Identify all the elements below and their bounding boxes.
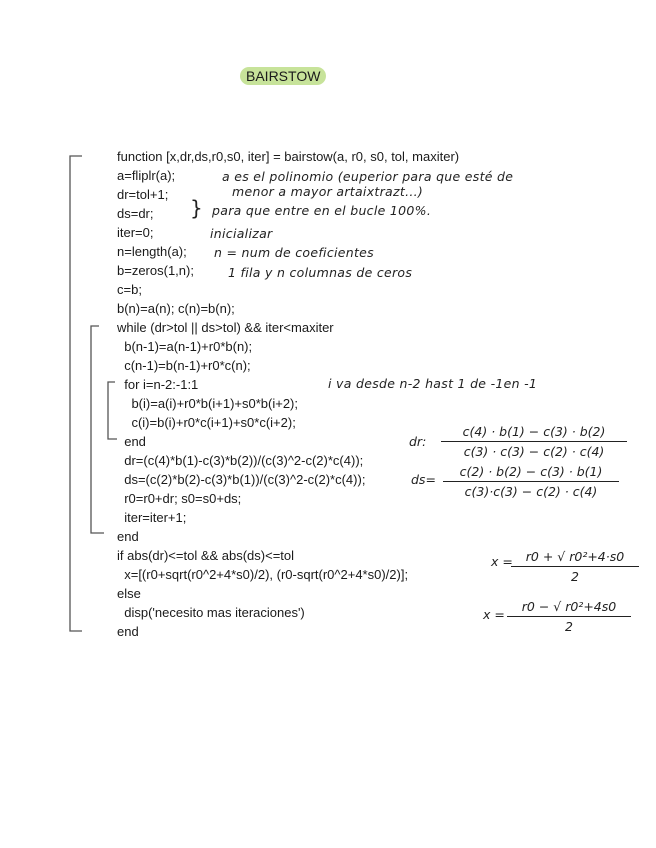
code-line: c(i)=b(i)+r0*c(i+1)+s0*c(i+2); bbox=[117, 415, 296, 430]
code-line: dr=(c(4)*b(1)-c(3)*b(2))/(c(3)^2-c(2)*c(4)); bbox=[117, 453, 364, 468]
code-line: iter=0; bbox=[117, 225, 154, 240]
code-line: ds=(c(2)*b(2)-c(3)*b(1))/(c(3)^2-c(2)*c(4)); bbox=[117, 472, 366, 487]
code-line: c(n-1)=b(n-1)+r0*c(n); bbox=[117, 358, 251, 373]
code-line: for i=n-2:-1:1 bbox=[117, 377, 199, 392]
for-bracket bbox=[108, 382, 117, 439]
code-line: b(n-1)=a(n-1)+r0*b(n); bbox=[117, 339, 253, 354]
note-n: n = num de coeficientes bbox=[214, 245, 374, 260]
page-title: BAIRSTOW bbox=[240, 67, 326, 85]
ds-numerator: c(2) · b(2) − c(3) · b(1) bbox=[443, 464, 619, 482]
code-line: n=length(a); bbox=[117, 244, 187, 259]
code-line: iter=iter+1; bbox=[117, 510, 187, 525]
code-line: end bbox=[117, 624, 139, 639]
code-line: end bbox=[117, 529, 139, 544]
code-line: else bbox=[117, 586, 141, 601]
code-line: b(i)=a(i)+r0*b(i+1)+s0*b(i+2); bbox=[117, 396, 298, 411]
code-line: b(n)=a(n); c(n)=b(n); bbox=[117, 301, 235, 316]
ds-formula bbox=[443, 464, 619, 499]
code-line: b=zeros(1,n); bbox=[117, 263, 194, 278]
code-line: while (dr>tol || ds>tol) && iter<maxiter bbox=[117, 320, 334, 335]
x2-denominator: 2 bbox=[565, 619, 573, 634]
ds-formula-label: ds= bbox=[411, 472, 436, 487]
x2-formula bbox=[507, 599, 631, 634]
x1-formula-label: x = bbox=[491, 554, 513, 569]
note-iter: inicializar bbox=[210, 226, 273, 241]
x1-denominator: 2 bbox=[571, 569, 579, 584]
function-bracket bbox=[70, 156, 82, 631]
dr-denominator: c(3) · c(3) − c(2) · c(4) bbox=[463, 444, 605, 459]
dr-formula bbox=[441, 424, 627, 459]
code-line: disp('necesito mas iteraciones') bbox=[117, 605, 305, 620]
ds-denominator: c(3)·c(3) − c(2) · c(4) bbox=[464, 484, 598, 499]
code-line: c=b; bbox=[117, 282, 142, 297]
code-line: function [x,dr,ds,r0,s0, iter] = bairstow(a, r0, s0, tol, maxiter) bbox=[117, 149, 460, 164]
x2-formula-label: x = bbox=[483, 607, 505, 622]
code-line: a=fliplr(a); bbox=[117, 168, 176, 183]
note-brace: } bbox=[190, 196, 203, 220]
x1-formula bbox=[511, 549, 639, 584]
code-line: if abs(dr)<=tol && abs(ds)<=tol bbox=[117, 548, 295, 563]
dr-formula-label: dr: bbox=[409, 434, 427, 449]
x2-numerator: r0 − √ r0²+4s0 bbox=[507, 599, 631, 617]
dr-numerator: c(4) · b(1) − c(3) · b(2) bbox=[441, 424, 627, 442]
note-bucle: para que entre en el bucle 100%. bbox=[212, 203, 432, 218]
code-line: r0=r0+dr; s0=s0+ds; bbox=[117, 491, 242, 506]
while-bracket bbox=[91, 326, 104, 533]
note-fliplr-line1: a es el polinomio (euperior para que esté de bbox=[222, 169, 514, 184]
x1-numerator: r0 + √ r0²+4·s0 bbox=[511, 549, 639, 567]
note-loop: i va desde n-2 hast 1 de -1en -1 bbox=[328, 376, 538, 391]
note-zeros: 1 fila y n columnas de ceros bbox=[228, 265, 413, 280]
code-line: x=[(r0+sqrt(r0^2+4*s0)/2), (r0-sqrt(r0^2+4*s0)/2)]; bbox=[117, 567, 409, 582]
code-line: dr=tol+1; bbox=[117, 187, 169, 202]
note-fliplr-line2: menor a mayor artaixtrazt...) bbox=[232, 184, 424, 199]
code-line: end bbox=[117, 434, 146, 449]
code-line: ds=dr; bbox=[117, 206, 154, 221]
